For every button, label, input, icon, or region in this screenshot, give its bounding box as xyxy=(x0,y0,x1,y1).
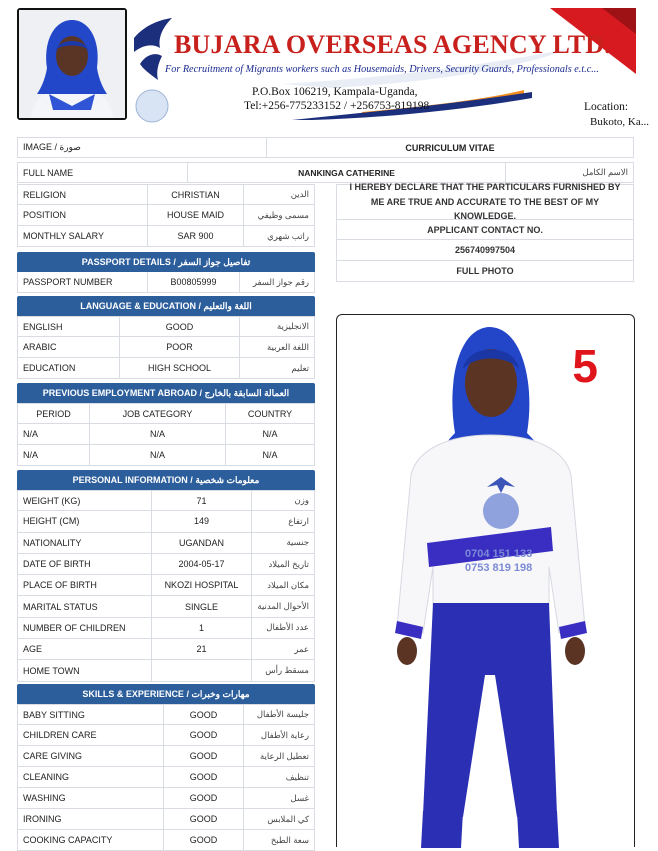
passport-label: PASSPORT NUMBER xyxy=(18,272,148,292)
basic-value: SAR 900 xyxy=(148,226,244,246)
personal-arabic: مكان الميلاد xyxy=(267,579,309,590)
language-label: ARABIC xyxy=(18,337,120,357)
image-cv-row xyxy=(17,137,634,158)
personal-value: 2004-05-17 xyxy=(152,554,252,574)
agency-pobox: P.O.Box 106219, Kampala-Uganda, xyxy=(252,86,418,98)
skills-label: BABY SITTING xyxy=(18,705,164,724)
personal-row xyxy=(17,511,315,532)
basic-label: MONTHLY SALARY xyxy=(18,226,148,246)
personal-arabic: ارتفاع xyxy=(288,515,309,526)
passport-row xyxy=(17,272,315,293)
personal-arabic: الأحوال المدنية xyxy=(257,601,309,612)
personal-table xyxy=(17,490,315,682)
skills-row xyxy=(17,746,315,767)
language-value: GOOD xyxy=(120,317,240,336)
applicant-number: 5 xyxy=(572,340,598,392)
language-row xyxy=(17,358,315,379)
basic-row xyxy=(17,184,315,205)
skills-value: GOOD xyxy=(164,830,244,850)
basic-row xyxy=(17,226,315,247)
basic-label: POSITION xyxy=(18,205,148,225)
applicant-portrait-image xyxy=(19,10,125,118)
language-label: EDUCATION xyxy=(18,358,120,378)
personal-header: PERSONAL INFORMATION / معلومات شخصية xyxy=(17,470,315,490)
skills-label: WASHING xyxy=(18,788,164,808)
employment-row xyxy=(17,445,315,466)
skills-value: GOOD xyxy=(164,788,244,808)
agency-location-label: Location: xyxy=(584,101,629,113)
personal-label: DATE OF BIRTH xyxy=(18,554,152,574)
employment-cell: N/A xyxy=(90,445,226,465)
personal-value: SINGLE xyxy=(152,596,252,616)
personal-arabic: مسقط رأس xyxy=(265,665,309,676)
skills-header: SKILLS & EXPERIENCE / مهارات وخبرات xyxy=(17,684,315,704)
language-arabic: الانجليزية xyxy=(276,321,309,331)
skills-row xyxy=(17,809,315,830)
skills-row xyxy=(17,830,315,851)
personal-row xyxy=(17,575,315,596)
personal-label: AGE xyxy=(18,639,152,659)
skills-row xyxy=(17,767,315,788)
personal-label: PLACE OF BIRTH xyxy=(18,575,152,595)
personal-row xyxy=(17,618,315,639)
full-name-value: NANKINGA CATHERINE xyxy=(188,163,506,182)
full-name-label: FULL NAME xyxy=(18,163,188,182)
agency-tagline: For Recruitment of Migrants workers such as Housemaids, Drivers, Security Guards, Professionals e.t.c... xyxy=(165,64,599,75)
employment-column-header: COUNTRY xyxy=(247,408,293,419)
personal-value: 149 xyxy=(152,511,252,531)
language-table xyxy=(17,316,315,379)
passport-header: PASSPORT DETAILS / تفاصيل جواز السفر xyxy=(17,252,315,272)
skills-label: CARE GIVING xyxy=(18,746,164,766)
employment-row xyxy=(17,424,315,445)
personal-label: MARITAL STATUS xyxy=(18,596,152,616)
personal-arabic: جنسية xyxy=(286,537,309,548)
skills-row xyxy=(17,704,315,725)
personal-label: NUMBER OF CHILDREN xyxy=(18,618,152,638)
language-value: POOR xyxy=(120,337,240,357)
employment-table xyxy=(17,403,315,466)
employment-column-headers xyxy=(17,403,315,424)
skills-label: CHILDREN CARE xyxy=(18,725,164,745)
personal-row xyxy=(17,533,315,554)
personal-row xyxy=(17,660,315,681)
personal-row xyxy=(17,639,315,660)
personal-value: NKOZI HOSPITAL xyxy=(152,575,252,595)
personal-label: WEIGHT (KG) xyxy=(18,491,152,510)
personal-value: 21 xyxy=(152,639,252,659)
agency-letterhead xyxy=(132,8,649,128)
personal-value xyxy=(152,660,252,680)
skills-label: CLEANING xyxy=(18,767,164,787)
employment-cell: N/A xyxy=(90,424,226,444)
personal-row xyxy=(17,596,315,617)
language-arabic: تعليم xyxy=(291,362,309,373)
skills-arabic: سعة الطبخ xyxy=(270,834,309,845)
personal-value: UGANDAN xyxy=(152,533,252,553)
agency-telephone: Tel:+256-775233152 / +256753-819198 xyxy=(244,100,430,112)
shirt-phone-2: 0753 819 198 xyxy=(465,562,533,574)
personal-arabic: عدد الأطفال xyxy=(266,622,309,633)
basic-value: CHRISTIAN xyxy=(148,185,244,204)
employment-cell: N/A xyxy=(262,429,278,439)
personal-value: 1 xyxy=(152,618,252,638)
skills-row xyxy=(17,725,315,746)
full-body-photo xyxy=(336,314,635,847)
skills-table xyxy=(17,704,315,851)
personal-label: HEIGHT (CM) xyxy=(18,511,152,531)
skills-arabic: تنظيف xyxy=(285,771,309,782)
skills-value: GOOD xyxy=(164,746,244,766)
language-row xyxy=(17,316,315,337)
contact-value: 256740997504 xyxy=(336,240,634,261)
skills-value: GOOD xyxy=(164,767,244,787)
language-row xyxy=(17,337,315,358)
skills-label: IRONING xyxy=(18,809,164,829)
cv-title: CURRICULUM VITAE xyxy=(405,142,495,153)
skills-value: GOOD xyxy=(164,809,244,829)
personal-label: NATIONALITY xyxy=(18,533,152,553)
personal-arabic: عمر xyxy=(294,643,309,654)
shirt-phone-1: 0704 151 133 xyxy=(465,548,533,560)
passport-value: B00805999 xyxy=(148,272,240,292)
personal-value: 71 xyxy=(152,491,252,510)
personal-row xyxy=(17,490,315,511)
personal-row xyxy=(17,554,315,575)
employment-cell: N/A xyxy=(18,424,90,444)
passport-arabic: رقم جواز السفر xyxy=(252,276,309,287)
skills-value: GOOD xyxy=(164,705,244,724)
employment-cell: N/A xyxy=(262,450,278,460)
basic-arabic: الدين xyxy=(290,189,309,199)
agency-location-value: Bukoto, Ka... xyxy=(590,116,649,128)
basic-info-table xyxy=(17,184,315,247)
skills-value: GOOD xyxy=(164,725,244,745)
personal-arabic: تاريخ الميلاد xyxy=(268,558,309,569)
personal-arabic: وزن xyxy=(294,495,309,506)
skills-row xyxy=(17,788,315,809)
employment-column-header: PERIOD xyxy=(18,404,90,423)
basic-row xyxy=(17,205,315,226)
skills-arabic: رعاية الأطفال xyxy=(260,729,309,740)
language-header: LANGUAGE & EDUCATION / اللغة والتعليم xyxy=(17,296,315,316)
skills-arabic: غسل xyxy=(290,792,309,803)
employment-cell: N/A xyxy=(18,445,90,465)
language-value: HIGH SCHOOL xyxy=(120,358,240,378)
skills-arabic: تعطيل الرعاية xyxy=(259,750,309,761)
declaration-text: I HEREBY DECLARE THAT THE PARTICULARS FURNISHED BY ME ARE TRUE AND ACCURATE TO THE BEST OF MY KNOWLEDGE. xyxy=(336,184,634,220)
contact-label: APPLICANT CONTACT NO. xyxy=(336,220,634,240)
personal-label: HOME TOWN xyxy=(18,660,152,680)
skills-arabic: جليسة الأطفال xyxy=(256,709,309,719)
skills-label: COOKING CAPACITY xyxy=(18,830,164,850)
employment-column-header: JOB CATEGORY xyxy=(90,404,226,423)
basic-label: RELIGION xyxy=(18,185,148,204)
employment-header: PREVIOUS EMPLOYMENT ABROAD / العمالة السابقة بالخارج xyxy=(17,383,315,403)
image-label: IMAGE / صورة xyxy=(18,138,267,157)
full-photo-label: FULL PHOTO xyxy=(336,261,634,282)
full-body-photo-image xyxy=(337,315,636,848)
basic-arabic: مسمى وظيفي xyxy=(257,209,309,220)
skills-arabic: كي الملابس xyxy=(267,813,309,824)
agency-name: BUJARA OVERSEAS AGENCY LTD. xyxy=(174,30,611,59)
applicant-thumbnail-photo xyxy=(17,8,127,120)
language-arabic: اللغة العربية xyxy=(266,341,309,352)
full-name-arabic: الاسم الكامل xyxy=(582,167,628,177)
basic-arabic: راتب شهري xyxy=(267,230,309,241)
basic-value: HOUSE MAID xyxy=(148,205,244,225)
language-label: ENGLISH xyxy=(18,317,120,336)
